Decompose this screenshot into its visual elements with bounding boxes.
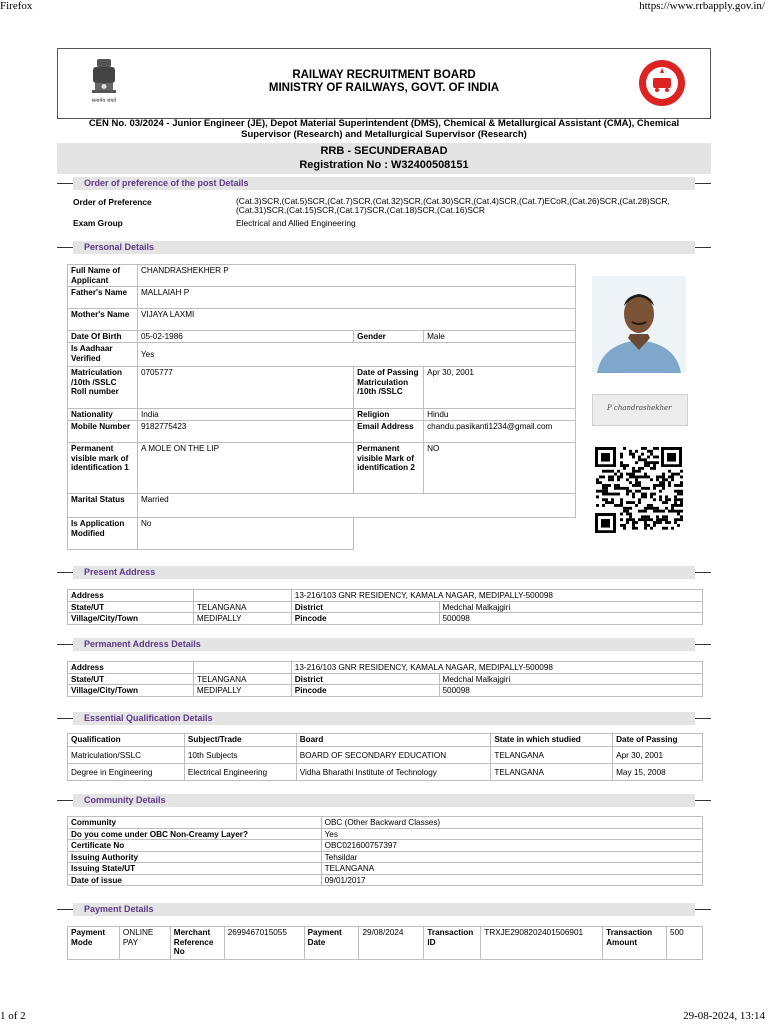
browser-url[interactable]: https://www.rrbapply.gov.in/ xyxy=(639,0,765,12)
mobile: 9182775423 xyxy=(137,421,353,443)
qr-code-icon xyxy=(595,447,685,533)
label: Payment Mode xyxy=(68,927,120,960)
merchant-ref: 2699467015055 xyxy=(224,927,304,960)
mark1: A MOLE ON THE LIP xyxy=(137,443,353,494)
passing-date: Apr 30, 2001 xyxy=(424,367,576,409)
value: Tehsildar xyxy=(321,851,702,863)
cen-line-1: CEN No. 03/2024 - Junior Engineer (JE), Depot Material Superintendent (DMS), Chemical & Metallurgical Assistant (CMA), Chemical xyxy=(88,118,680,129)
village: MEDIPALLY xyxy=(193,613,291,625)
label: Issuing State/UT xyxy=(68,863,322,875)
column-header: Board xyxy=(296,734,491,747)
table-row xyxy=(68,817,703,829)
nationality: India xyxy=(137,409,353,421)
board-title: RAILWAY RECRUITMENT BOARD xyxy=(292,69,476,81)
label: Mobile Number xyxy=(68,421,138,443)
section-payment xyxy=(57,903,711,916)
label: Date of Passing Matriculation /10th /SSLC xyxy=(354,367,424,409)
section-preference xyxy=(57,177,711,190)
transaction-id: TRXJE2908202401506901 xyxy=(481,927,603,960)
indian-railways-logo-icon xyxy=(638,59,686,107)
payment-table xyxy=(67,926,703,960)
print-datetime: 29-08-2024, 13:14 xyxy=(683,1010,765,1022)
label: Village/City/Town xyxy=(68,685,194,697)
ministry-title: MINISTRY OF RAILWAYS, GOVT. OF INDIA xyxy=(268,82,500,94)
label: Address xyxy=(68,662,194,674)
label: Pincode xyxy=(291,613,439,625)
label: Marital Status xyxy=(68,494,138,518)
section-title: Present Address xyxy=(84,567,156,577)
cell: TELANGANA xyxy=(491,764,613,781)
label: Address xyxy=(68,590,194,602)
applicant-signature xyxy=(592,394,688,426)
address: 13-216/103 GNR RESIDENCY, KAMALA NAGAR, MEDIPALLY-500098 xyxy=(291,662,702,674)
mark2: NO xyxy=(424,443,576,494)
value: Yes xyxy=(321,828,702,840)
label: Permanent visible mark of identification 1 xyxy=(68,443,138,494)
cen-notice xyxy=(57,119,711,140)
payment-mode: ONLINE PAY xyxy=(119,927,170,960)
cell: Electrical Engineering xyxy=(184,764,296,781)
table-row xyxy=(68,764,703,781)
label: Email Address xyxy=(354,421,424,443)
exam-group-label: Exam Group xyxy=(73,218,123,228)
cell: TELANGANA xyxy=(491,747,613,764)
person-photo-icon xyxy=(592,276,686,373)
emblem-caption: सत्यमेव जयते xyxy=(91,98,117,104)
label: Community xyxy=(68,817,322,829)
present-address-table xyxy=(67,589,703,625)
marital-status: Married xyxy=(137,494,575,518)
section-present-address xyxy=(57,566,711,579)
label: Gender xyxy=(354,331,424,343)
label: Date Of Birth xyxy=(68,331,138,343)
state: TELANGANA xyxy=(193,673,291,685)
district: Medchal Malkajgiri xyxy=(439,673,703,685)
cell: 10th Subjects xyxy=(184,747,296,764)
label: Is Aadhaar Verified xyxy=(68,343,138,367)
page-header xyxy=(57,48,711,119)
column-header: State in which studied xyxy=(491,734,613,747)
transaction-amount: 500 xyxy=(667,927,703,960)
label: Father's Name xyxy=(68,287,138,309)
table-row xyxy=(68,747,703,764)
qualification-table xyxy=(67,733,703,781)
column-header: Date of Passing xyxy=(613,734,703,747)
label: District xyxy=(291,601,439,613)
section-community xyxy=(57,794,711,807)
father-name: MALLAIAH P xyxy=(137,287,575,309)
label: District xyxy=(291,673,439,685)
label: Date of issue xyxy=(68,874,322,886)
order-preference-value: (Cat.3)SCR,(Cat.5)SCR,(Cat.7)SCR,(Cat.32)SCR,(Cat.30)SCR,(Cat.4)SCR,(Cat.7)ECoR,(Cat.26)SCR,(Cat.28)SCR,(Cat.31)SCR,(Cat.15)SCR,(Cat.17)SCR,(Cat.18)SCR,(Cat.16)SCR xyxy=(236,196,670,215)
value: TELANGANA xyxy=(321,863,702,875)
label: Is Application Modified xyxy=(68,518,138,550)
payment-date: 29/08/2024 xyxy=(359,927,424,960)
table-row xyxy=(68,851,703,863)
label: Village/City/Town xyxy=(68,613,194,625)
registration-banner xyxy=(57,143,711,174)
label: State/UT xyxy=(68,601,194,613)
label: Issuing Authority xyxy=(68,851,322,863)
label: Pincode xyxy=(291,685,439,697)
column-header: Qualification xyxy=(68,734,185,747)
section-title: Essential Qualification Details xyxy=(84,713,213,723)
browser-header xyxy=(0,0,768,14)
table-row xyxy=(68,874,703,886)
religion: Hindu xyxy=(424,409,576,421)
community-table xyxy=(67,816,703,886)
full-name: CHANDRASHEKHER P xyxy=(137,265,575,287)
table-row xyxy=(68,840,703,852)
cell: Degree in Engineering xyxy=(68,764,185,781)
pincode: 500098 xyxy=(439,613,703,625)
rrb-name: RRB - SECUNDERABAD xyxy=(320,145,448,157)
cell: May 15, 2008 xyxy=(613,764,703,781)
label: Permanent visible Mark of identification 2 xyxy=(354,443,424,494)
section-title: Order of preference of the post Details xyxy=(84,178,249,188)
label: Matriculation /10th /SSLC Roll number xyxy=(68,367,138,409)
label: Do you come under OBC Non-Creamy Layer? xyxy=(68,828,322,840)
gender: Male xyxy=(424,331,576,343)
section-qualification xyxy=(57,712,711,725)
mother-name: VIJAYA LAXMI xyxy=(137,309,575,331)
application-modified: No xyxy=(137,518,353,550)
cen-line-2: Supervisor (Research) and Metallurgical Supervisor (Research) xyxy=(241,128,527,140)
browser-app-name: Firefox xyxy=(0,0,33,12)
cell: Apr 30, 2001 xyxy=(613,747,703,764)
value: 09/01/2017 xyxy=(321,874,702,886)
cell: Matriculation/SSLC xyxy=(68,747,185,764)
label: Transaction ID xyxy=(424,927,481,960)
label: Transaction Amount xyxy=(603,927,667,960)
label: State/UT xyxy=(68,673,194,685)
table-row xyxy=(68,828,703,840)
section-title: Permanent Address Details xyxy=(84,639,201,649)
village: MEDIPALLY xyxy=(193,685,291,697)
browser-footer xyxy=(0,1010,768,1024)
section-permanent-address xyxy=(57,638,711,651)
label: Religion xyxy=(354,409,424,421)
address: 13-216/103 GNR RESIDENCY, KAMALA NAGAR, MEDIPALLY-500098 xyxy=(291,590,702,602)
pincode: 500098 xyxy=(439,685,703,697)
state: TELANGANA xyxy=(193,601,291,613)
page-indicator: 1 of 2 xyxy=(0,1010,26,1022)
section-title: Community Details xyxy=(84,795,166,805)
section-title: Payment Details xyxy=(84,904,154,914)
matric-roll: 0705777 xyxy=(137,367,353,409)
label: Mother's Name xyxy=(68,309,138,331)
permanent-address-table xyxy=(67,661,703,697)
label: Nationality xyxy=(68,409,138,421)
column-header: Subject/Trade xyxy=(184,734,296,747)
personal-details-table xyxy=(67,264,576,550)
applicant-photo xyxy=(592,276,686,373)
label: Full Name of Applicant xyxy=(68,265,138,287)
exam-group-value: Electrical and Allied Engineering xyxy=(236,218,356,228)
value: OBC021600757397 xyxy=(321,840,702,852)
email: chandu.pasikanti1234@gmail.com xyxy=(424,421,576,443)
section-personal xyxy=(57,241,711,254)
district: Medchal Malkajgiri xyxy=(439,601,703,613)
order-preference-label: Order of Preference xyxy=(73,197,152,207)
table-row xyxy=(68,863,703,875)
cell: Vidha Bharathi Institute of Technology xyxy=(296,764,491,781)
signature-text: P chandrashekher xyxy=(607,404,672,412)
label: Merchant Reference No xyxy=(170,927,224,960)
dob: 05-02-1986 xyxy=(137,331,353,343)
label: Payment Date xyxy=(304,927,359,960)
aadhaar-verified: Yes xyxy=(137,343,575,367)
registration-number: Registration No : W32400508151 xyxy=(299,159,469,171)
label: Certificate No xyxy=(68,840,322,852)
cell: BOARD OF SECONDARY EDUCATION xyxy=(296,747,491,764)
section-title: Personal Details xyxy=(84,242,155,252)
value: OBC (Other Backward Classes) xyxy=(321,817,702,829)
